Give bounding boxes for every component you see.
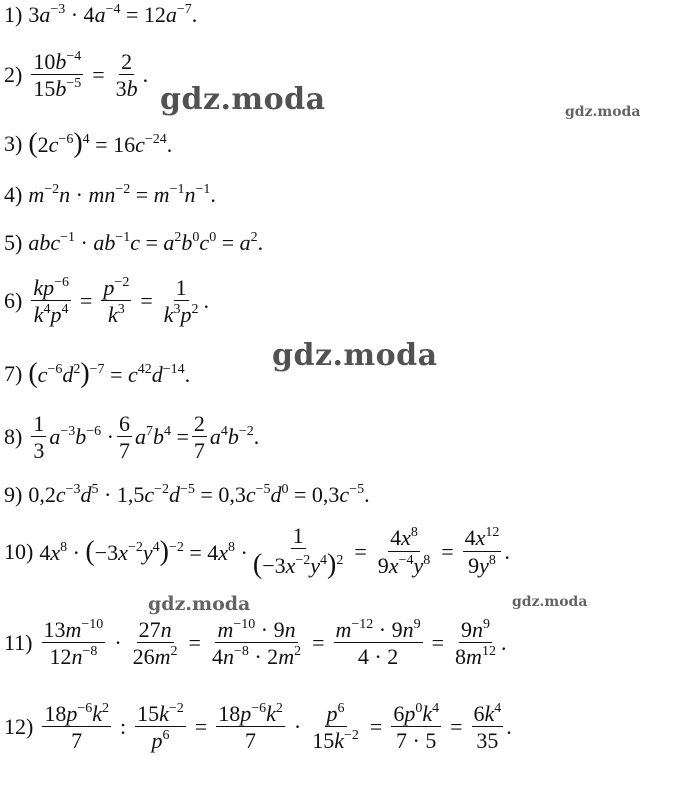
equation-5: 5) $abc^{-1} \cdot ab^{-1}c = a^2b^0c^0 = a^2$. <box>4 230 264 255</box>
watermark: gdz.moda <box>272 338 438 373</box>
item-number: 8) <box>4 424 23 450</box>
equation-3: 3) $(2c^{-6})^4 = 16c^{-24}$. <box>4 128 173 159</box>
equation-6: 6) $\frac{kp^{-6}}{k^4p^4}$ = $\frac{p^{-2}}{k^3}$ = $\frac{1}{k^3p^2}$ . <box>4 275 210 328</box>
equation-2: 2) $\frac{10b^{-4}}{15b^{-5}}$ = $\frac{2}{3b}$ . <box>4 49 149 102</box>
item-number: 5) <box>4 230 23 255</box>
equation-7: 7) $(c^{-6}d^2)^{-7} = c^{42}d^{-14}$. <box>4 358 191 389</box>
item-number: 10) <box>4 538 34 564</box>
equation-4: 4) $m^{-2}n \cdot mn^{-2} = m^{-1}n^{-1}$. <box>4 182 216 207</box>
item-number: 12) <box>4 714 34 740</box>
watermark: gdz.moda <box>565 104 641 120</box>
item-number: 11) <box>4 630 33 656</box>
item-number: 6) <box>4 288 23 314</box>
equation-10: 10) $4x^8 \cdot (-3x^{-2}y^4)^{-2} = 4x^8$ · $\frac{1}{(-3x^{-2}y^4)^2}$ = $\frac{4x^8}{9x^{-4}y^8}$ = $\frac{4x^{12}}{9y^8}$ . <box>4 523 510 581</box>
item-number: 1) <box>4 2 23 27</box>
item-number: 4) <box>4 182 23 207</box>
watermark: gdz.moda <box>160 82 326 117</box>
watermark: gdz.moda <box>148 593 251 615</box>
watermark: gdz.moda <box>512 594 588 610</box>
item-number: 3) <box>4 131 23 156</box>
equation-12: 12) $\frac{18p^{-6}k^2}{7}$ : $\frac{15k^{-2}}{p^6}$ = $\frac{18p^{-6}k^2}{7}$ · $\frac{p^6}{15k^{-2}}$ = $\frac{6p^0k^4}{7 \cdot 5}$ = $\frac{6k^4}{35}$ . <box>4 701 512 754</box>
item-number: 9) <box>4 482 23 507</box>
equation-9: 9) $0,2c^{-3}d^5 \cdot 1,5c^{-2}d^{-5} = 0,3c^{-5}d^0 = 0,3c^{-5}$. <box>4 482 370 507</box>
equation-11: 11) $\frac{13m^{-10}}{12n^{-8}}$ · $\frac{27n}{26m^2}$ = $\frac{m^{-10} \cdot 9n}{4n^{-8} \cdot 2m^2}$ = $\frac{m^{-12} \cdot 9n^9}{4 \cdot 2}$ = $\frac{9n^9}{8m^{12}}$ . <box>4 617 507 670</box>
equation-1: 1) $3a^{-3} \cdot 4a^{-4} = 12a^{-7}$. <box>4 2 198 27</box>
equation-8: 8) $\frac{1}{3}$ $a^{-3}b^{-6}$ · $\frac{6}{7}$ $a^7b^4$ = $\frac{2}{7}$ $a^4b^{-2}$. <box>4 411 260 464</box>
item-number: 2) <box>4 62 23 88</box>
item-number: 7) <box>4 361 23 386</box>
